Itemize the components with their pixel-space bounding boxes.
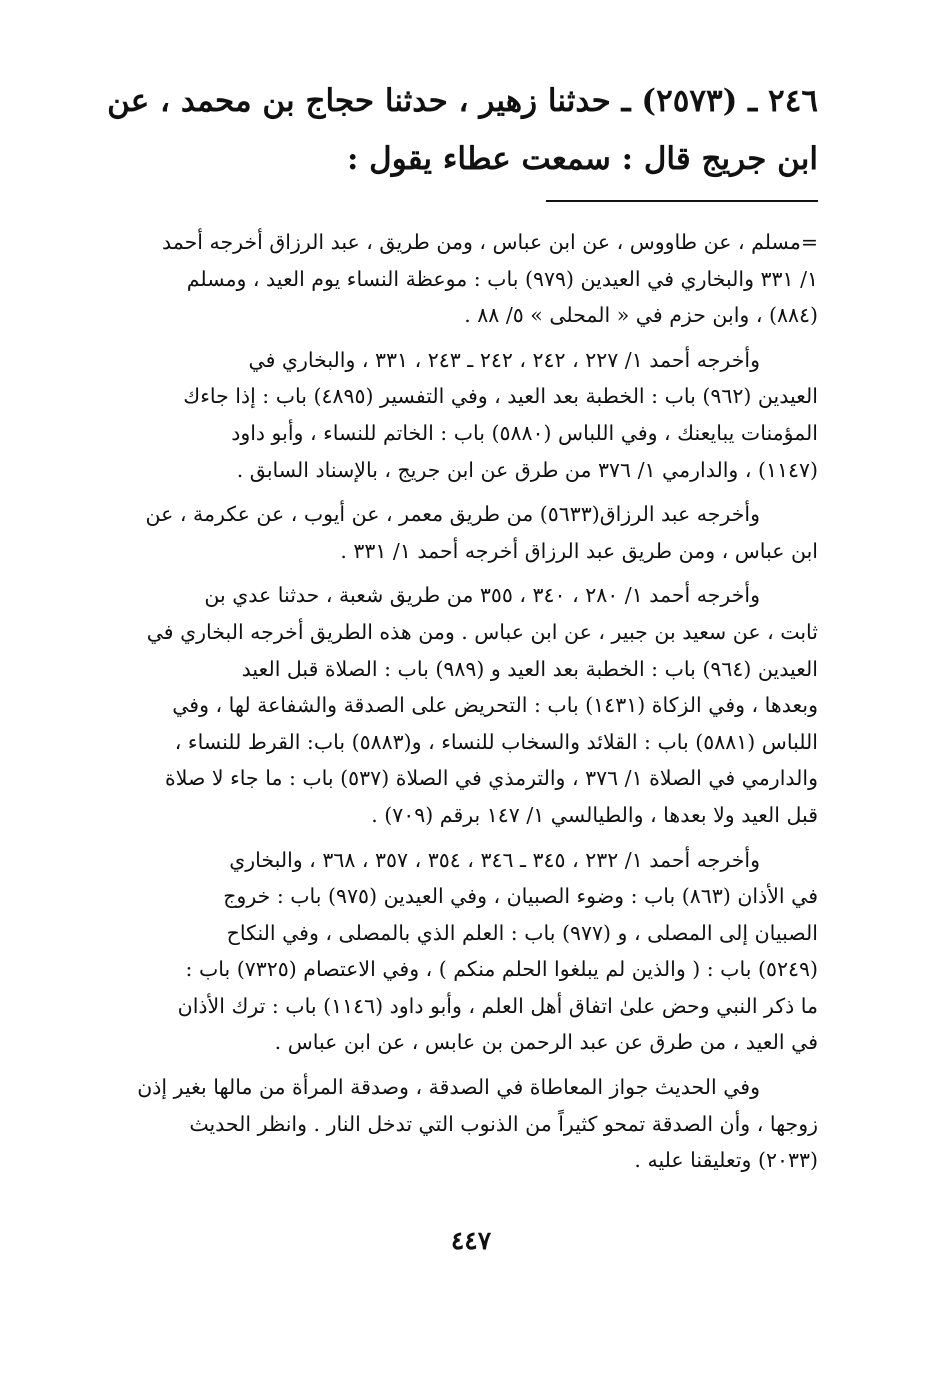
footnote-line: (٥٢٤٩) باب : ( والذين لم يبلغوا الحلم منكم ) ، وفي الاعتصام (٧٣٢٥) باب : [185,957,818,982]
footnote-line: وأخرجه عبد الرزاق(٥٦٣٣) من طريق معمر ، عن أيوب ، عن عكرمة ، عن [145,502,760,527]
footnote-line: ثابت ، عن سعيد بن جبير ، عن ابن عباس . ومن هذه الطريق أخرجه البخاري في [146,619,818,644]
footnote-line: (٨٨٤) ، وابن حزم في « المحلى » ٥/ ٨٨ . [464,303,818,328]
footnote-paragraph [126,224,818,334]
footnote-separator [546,200,818,202]
footnote-line: وأخرجه أحمد ١/ ٢٢٧ ، ٢٤٢ ، ٢٤٢ ـ ٢٤٣ ، ٣٣١ ، والبخاري في [248,347,760,372]
footnote-line: اللباس (٥٨٨١) باب : القلائد والسخاب للنساء ، و(٥٨٨٣) باب: القرط للنساء ، [174,729,818,754]
page-number: ٤٤٧ [450,1226,492,1255]
hadith-line: ابن جريج قال : سمعت عطاء يقول : [346,141,818,177]
footnotes [126,224,818,1187]
footnote-line: العيدين (٩٦٢) باب : الخطبة بعد العيد ، وفي التفسير (٤٨٩٥) باب : إذا جاءك [183,384,818,409]
footnote-paragraph [126,1069,818,1179]
footnote-line: الصبيان إلى المصلى ، و (٩٧٧) باب : العلم الذي بالمصلى ، وفي النكاح [226,920,818,945]
footnote-paragraph [126,342,818,488]
hadith-line: ٢٤٦ ـ (٢٥٧٣) ـ حدثنا زهير ، حدثنا حجاج بن محمد ، عن [107,83,818,119]
footnote-line: (١١٤٧) ، والدارمي ١/ ٣٧٦ من طرق عن ابن جريج ، بالإسناد السابق . [236,457,818,482]
footnote-line: ١/ ٣٣١ والبخاري في العيدين (٩٧٩) باب : موعظة النساء يوم العيد ، ومسلم [186,266,818,291]
footnote-line: ابن عباس ، ومن طريق عبد الرزاق أخرجه أحمد ١/ ٣٣١ . [340,538,818,563]
footnote-line: العيدين (٩٦٤) باب : الخطبة بعد العيد و (٩٨٩) باب : الصلاة قبل العيد [241,656,818,681]
footnote-line: (٢٠٣٣) وتعليقنا عليه . [634,1148,818,1173]
footnote-paragraph [126,842,818,1062]
footnote-line: قبل العيد ولا بعدها ، والطيالسي ١/ ١٤٧ برقم (٧٠٩) . [371,802,818,827]
footnote-line: ما ذكر النبي وحض علىٰ اتفاق أهل العلم ، وأبو داود (١١٤٦) باب : ترك الأذان [177,993,818,1018]
footnote-paragraph [126,496,818,569]
footnote-line: زوجها ، وأن الصدقة تمحو كثيراً من الذنوب التي تدخل النار . وانظر الحديث [189,1111,818,1136]
footnote-line: في العيد ، من طرق عن عبد الرحمن بن عابس ، عن ابن عباس . [274,1030,818,1055]
footnote-line: وفي الحديث جواز المعاطاة في الصدقة ، وصدقة المرأة من مالها بغير إذن [137,1075,760,1100]
footnote-line: المؤمنات يبايعنك ، وفي اللباس (٥٨٨٠) باب : الخاتم للنساء ، وأبو داود [231,420,818,445]
footnote-line: وأخرجه أحمد ١/ ٢٣٢ ، ٣٤٥ ـ ٣٤٦ ، ٣٥٤ ، ٣٥٧ ، ٣٦٨ ، والبخاري [229,847,760,872]
footnote-line: والدارمي في الصلاة ١/ ٣٧٦ ، والترمذي في الصلاة (٥٣٧) باب : ما جاء لا صلاة [165,766,818,791]
footnote-line: في الأذان (٨٦٣) باب : وضوء الصبيان ، وفي العيدين (٩٧٥) باب : خروج [223,884,818,909]
footnote-line: وبعدها ، وفي الزكاة (١٤٣١) باب : التحريض على الصدقة والشفاعة لها ، وفي [172,693,818,718]
hadith-text [107,72,818,188]
footnote-line: =مسلم ، عن طاووس ، عن ابن عباس ، ومن طريق ، عبد الرزاق أخرجه أحمد [161,230,818,254]
footnote-line: وأخرجه أحمد ١/ ٢٨٠ ، ٣٤٠ ، ٣٥٥ من طريق شعبة ، حدثنا عدي بن [204,583,760,608]
footnote-paragraph [126,577,818,833]
